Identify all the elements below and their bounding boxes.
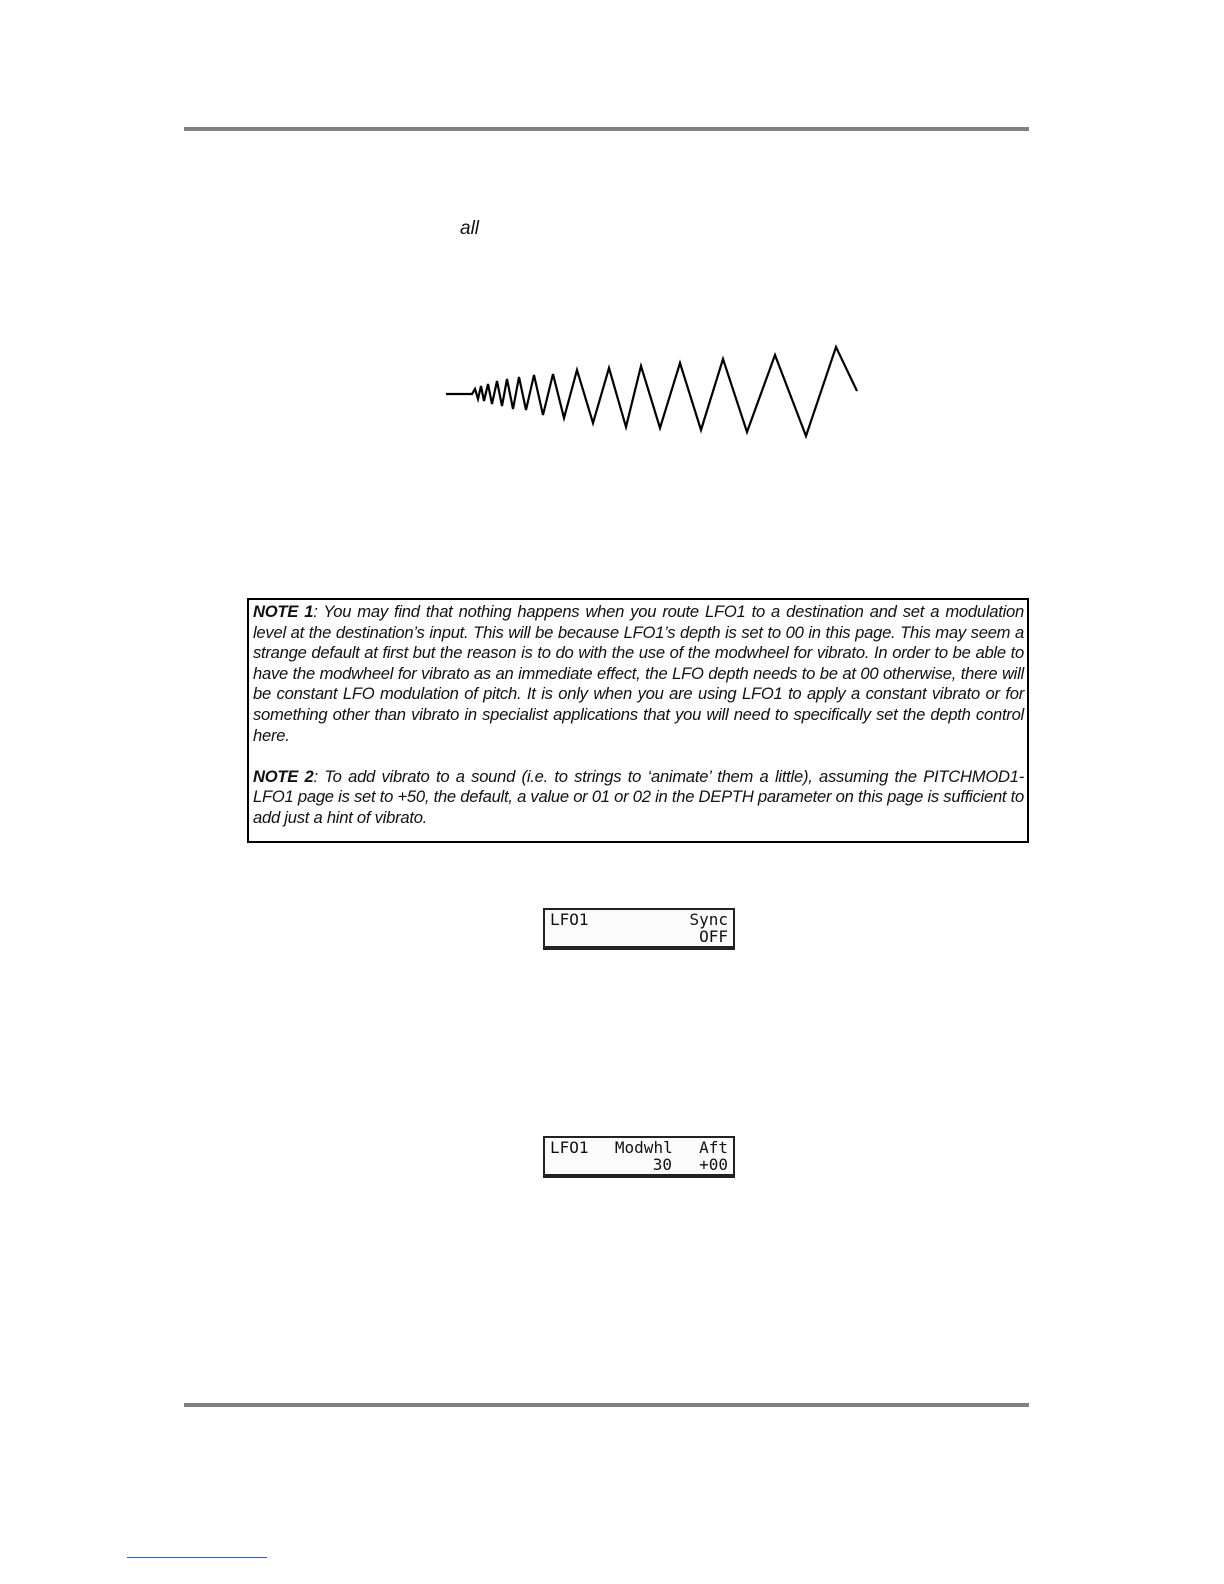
notes-box: [247, 598, 1029, 843]
lcd-mod-top-row: [550, 1139, 728, 1156]
lcd-modwheel-display: [543, 1136, 735, 1178]
note-1: [253, 602, 1024, 746]
note-1-label: NOTE 1: [253, 602, 314, 621]
note-2-text: : To add vibrato to a sound (i.e. to strings to ‘animate’ them a little), assuming the PITCHMOD1-LFO1 page is set to +50, the default, a value or 01 or 02 in the DEPTH parameter on this page is sufficient to add just a hint of vibrato.: [253, 766, 1024, 827]
header-rule: [184, 127, 1029, 131]
lfo-depth-waveform: [440, 330, 900, 450]
lcd-sync-value: OFF: [699, 927, 728, 946]
lcd-mod-param2: Aft: [699, 1138, 728, 1157]
lcd-sync-display: [543, 908, 735, 950]
note-2: [253, 767, 1024, 829]
footer-link-underline[interactable]: [127, 1557, 267, 1558]
lcd-sync-title: LFO1: [550, 910, 589, 929]
footer-rule: [184, 1403, 1029, 1407]
lcd-mod-title: LFO1: [550, 1138, 589, 1157]
lcd-mod-value1: 30: [652, 1155, 672, 1174]
lcd-mod-value2: +00: [699, 1155, 728, 1174]
text-fragment: all: [460, 218, 480, 239]
lcd-sync-bottom-row: [550, 928, 728, 945]
lcd-sync-top-row: [550, 911, 728, 928]
note-2-label: NOTE 2: [253, 766, 314, 786]
lcd-sync-param: Sync: [689, 910, 728, 929]
note-1-text: : You may find that nothing happens when you route LFO1 to a destination and set a modulation level at the destination’s input. This will be because LFO1’s depth is set to 00 in this page. This may seem a strange default at first but the reason is to do with the use of the modwheel for vibrato. In order to be able to have the modwheel for vibrato as an immediate effect, the LFO depth needs to be at 00 otherwise, there will be constant LFO modulation of pitch. It is only when you are using LFO1 to apply a constant vibrato or for something other than vibrato in specialist applications that you will need to specifically set the depth control here.: [253, 602, 1024, 745]
lcd-mod-bottom-row: [550, 1156, 728, 1173]
lcd-mod-param1: Modwhl: [614, 1138, 673, 1157]
